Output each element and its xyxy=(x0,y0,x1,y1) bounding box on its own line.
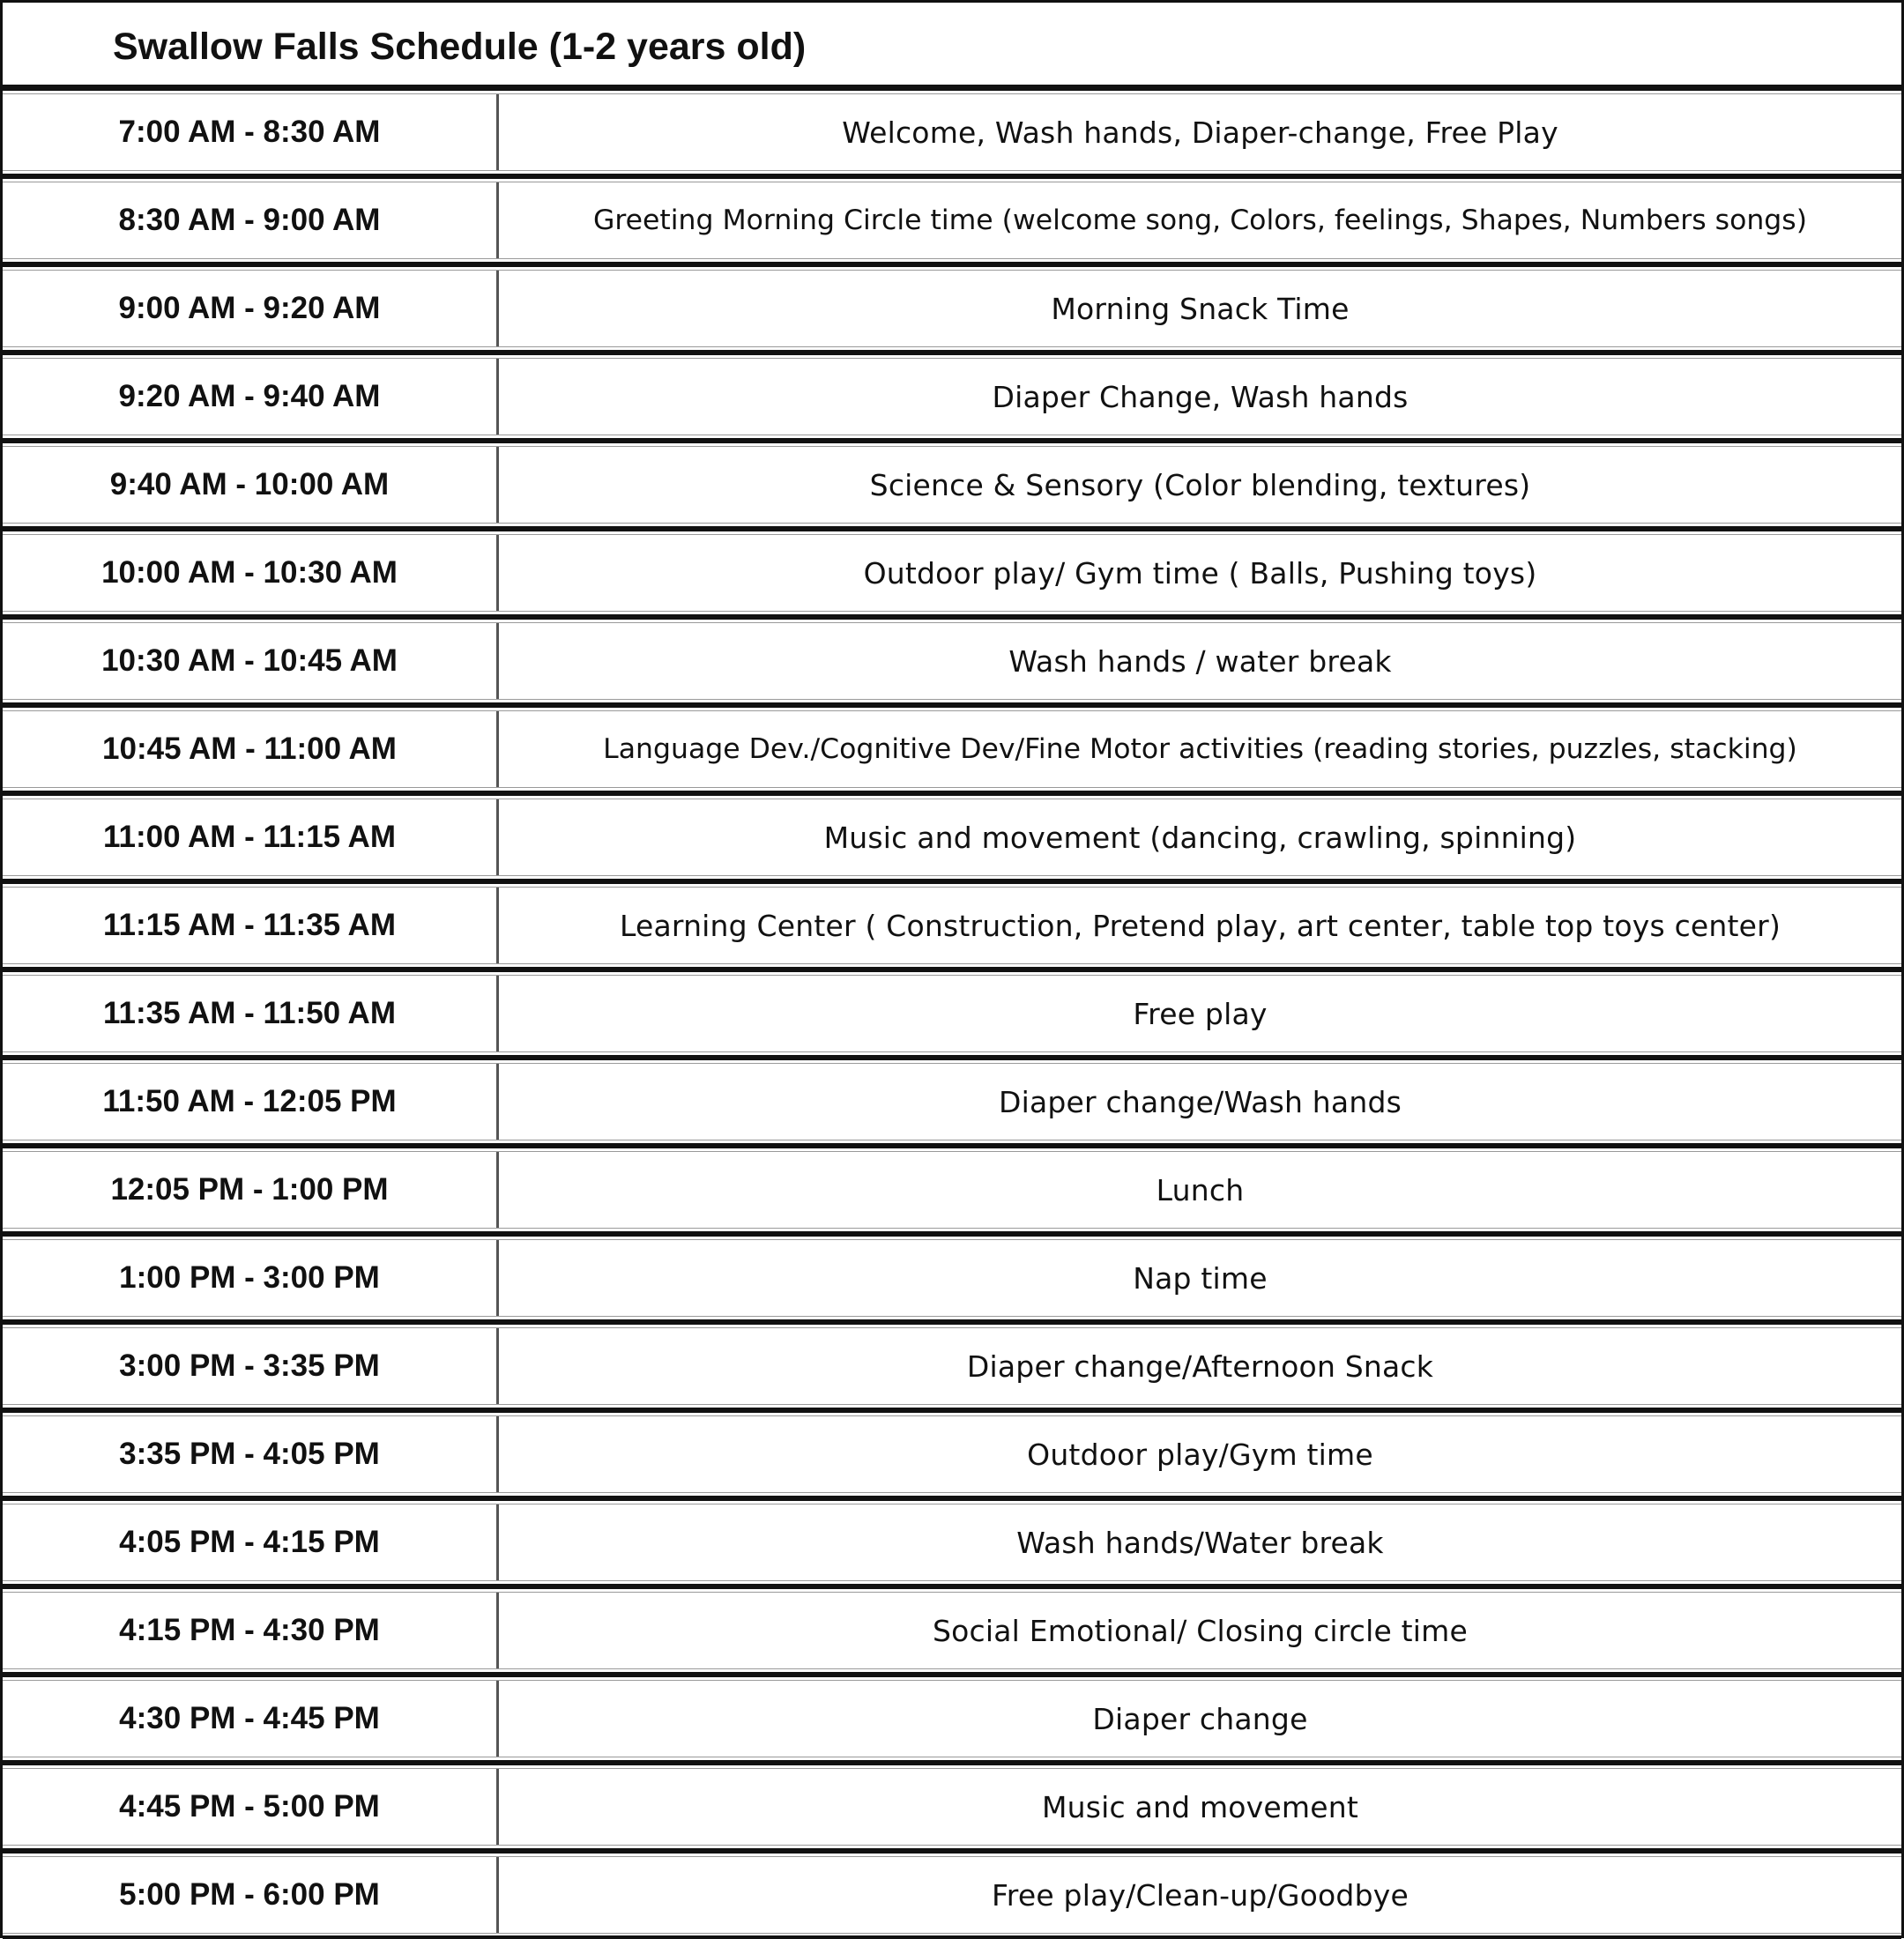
time-cell: 9:00 AM - 9:20 AM xyxy=(118,291,381,325)
activity-cell: Learning Center ( Construction, Pretend play, art center, table top toys center) xyxy=(619,908,1781,943)
table-row xyxy=(3,1851,1901,1939)
activity-cell: Diaper change xyxy=(1092,1701,1308,1736)
time-cell: 4:30 PM - 4:45 PM xyxy=(119,1701,380,1735)
title-bar xyxy=(3,0,1901,88)
time-cell: 10:45 AM - 11:00 AM xyxy=(102,732,397,766)
time-cell: 12:05 PM - 1:00 PM xyxy=(110,1172,389,1207)
time-cell: 11:35 AM - 11:50 AM xyxy=(103,996,396,1030)
activity-cell: Music and movement xyxy=(1041,1789,1359,1824)
table-row xyxy=(3,88,1901,176)
activity-cell: Wash hands/Water break xyxy=(1016,1525,1384,1560)
activity-cell: Diaper change/Afternoon Snack xyxy=(966,1348,1434,1384)
table-row xyxy=(3,1146,1901,1234)
table-row xyxy=(3,1410,1901,1498)
activity-cell: Wash hands / water break xyxy=(1008,643,1392,679)
activity-cell: Free play xyxy=(1133,996,1268,1031)
time-cell: 1:00 PM - 3:00 PM xyxy=(119,1260,380,1295)
table-row xyxy=(3,529,1901,617)
time-cell: 11:50 AM - 12:05 PM xyxy=(102,1084,397,1118)
time-cell: 4:45 PM - 5:00 PM xyxy=(119,1789,380,1824)
time-cell: 8:30 AM - 9:00 AM xyxy=(118,203,381,237)
time-cell: 5:00 PM - 6:00 PM xyxy=(119,1877,380,1912)
activity-cell: Social Emotional/ Closing circle time xyxy=(932,1613,1469,1648)
table-row xyxy=(3,1675,1901,1763)
schedule-table xyxy=(3,88,1901,1939)
activity-cell: Outdoor play/Gym time xyxy=(1027,1437,1373,1472)
activity-cell: Nap time xyxy=(1133,1260,1268,1296)
table-row xyxy=(3,705,1901,793)
time-cell: 9:40 AM - 10:00 AM xyxy=(109,467,390,501)
activity-cell: Morning Snack Time xyxy=(1051,291,1350,326)
table-row xyxy=(3,970,1901,1058)
time-cell: 10:00 AM - 10:30 AM xyxy=(101,555,398,590)
time-cell: 3:00 PM - 3:35 PM xyxy=(119,1348,380,1383)
table-row xyxy=(3,793,1901,881)
time-cell: 7:00 AM - 8:30 AM xyxy=(118,115,381,149)
time-cell: 4:05 PM - 4:15 PM xyxy=(119,1525,380,1559)
table-row xyxy=(3,1322,1901,1410)
activity-cell: Outdoor play/ Gym time ( Balls, Pushing toys) xyxy=(863,555,1537,591)
activity-cell: Music and movement (dancing, crawling, spinning) xyxy=(823,820,1577,855)
table-row xyxy=(3,264,1901,353)
time-cell: 4:15 PM - 4:30 PM xyxy=(119,1613,380,1647)
table-row xyxy=(3,617,1901,705)
activity-cell: Language Dev./Cognitive Dev/Fine Motor activities (reading stories, puzzles, stacking) xyxy=(603,733,1797,765)
table-row xyxy=(3,1234,1901,1322)
activity-cell: Free play/Clean-up/Goodbye xyxy=(992,1877,1409,1913)
table-row xyxy=(3,1058,1901,1146)
time-cell: 9:20 AM - 9:40 AM xyxy=(118,379,381,413)
activity-cell: Welcome, Wash hands, Diaper-change, Free Play xyxy=(842,115,1558,150)
table-row xyxy=(3,1498,1901,1586)
time-cell: 11:00 AM - 11:15 AM xyxy=(103,820,396,854)
activity-cell: Diaper Change, Wash hands xyxy=(992,379,1409,414)
table-row xyxy=(3,441,1901,529)
activity-cell: Science & Sensory (Color blending, textures) xyxy=(869,467,1531,502)
time-cell: 10:30 AM - 10:45 AM xyxy=(101,643,398,678)
time-cell: 11:15 AM - 11:35 AM xyxy=(103,908,396,942)
table-row xyxy=(3,353,1901,441)
table-row xyxy=(3,881,1901,970)
table-row xyxy=(3,176,1901,264)
activity-cell: Lunch xyxy=(1156,1172,1245,1207)
activity-cell: Greeting Morning Circle time (welcome song, Colors, feelings, Shapes, Numbers songs) xyxy=(592,204,1808,236)
activity-cell: Diaper change/Wash hands xyxy=(998,1084,1402,1119)
page-title: Swallow Falls Schedule (1-2 years old) xyxy=(113,26,807,68)
time-cell: 3:35 PM - 4:05 PM xyxy=(119,1437,380,1471)
table-row xyxy=(3,1586,1901,1675)
table-row xyxy=(3,1763,1901,1851)
